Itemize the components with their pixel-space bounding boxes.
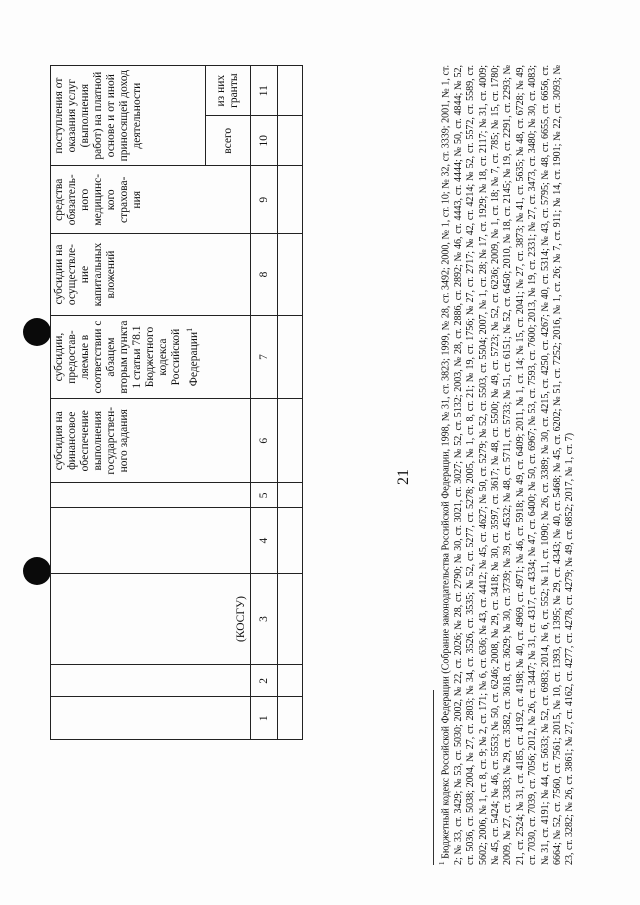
column-number: 9: [251, 166, 278, 234]
table-blank-row: [278, 66, 303, 740]
column-number: 5: [251, 483, 278, 508]
header-col-10: всего: [206, 116, 251, 166]
header-col-6: субсидия на финансовое обеспечение выполнения государствен-ного задания: [51, 399, 251, 483]
rotated-content: [50, 64, 576, 865]
header-col-4: [51, 508, 251, 573]
blank-cell: [278, 665, 303, 697]
header-col-8: субсидии на осуществле-ние капитальных вложений: [51, 234, 251, 316]
blank-cell: [278, 573, 303, 664]
column-number: 1: [251, 697, 278, 740]
blank-cell: [278, 166, 303, 234]
header-col-5: [51, 483, 251, 508]
header-col-7-text: субсидии, предостав-ляемые в соответствии с абзацем вторым пункта 1 статьи 78.1 Бюджетного кодекса Российской Федерации: [53, 320, 200, 394]
column-number: 6: [251, 399, 278, 483]
table-header-row: [51, 66, 206, 740]
header-col-2: [51, 665, 251, 697]
footnote-separator: [433, 690, 434, 865]
blank-cell: [278, 315, 303, 398]
header-col-9: средства обязатель-ного медицинс-кого страхова-ния: [51, 166, 251, 234]
column-number: 4: [251, 508, 278, 573]
column-number: 2: [251, 665, 278, 697]
punch-hole-bottom: [23, 557, 51, 585]
blank-cell: [278, 116, 303, 166]
blank-cell: [278, 399, 303, 483]
budget-table: [50, 65, 303, 740]
header-col-7: [51, 315, 251, 398]
footnote-ref: 1: [185, 327, 194, 332]
column-number: 7: [251, 315, 278, 398]
blank-cell: [278, 697, 303, 740]
header-kosgu: (КОСГУ): [51, 573, 251, 664]
footnote-text: Бюджетный кодекс Российской Федерации (Собрание законодательства Российской Федерации, 1998, № 31, ст. 3823; 1999, № 28, ст. 3492; 2000, № 1, ст. 10; № 32, ст. 3339; 2001, № 1, ст. 2; № 33, ст. 3429; № 53, ст. 5030; 2002, № 22, ст. 2026; № 28, ст. 2790; № 30, ст. 3021, ст. 3027; № 52, ст. 5132; 2003, № 28, ст. 2886, ст. 2892; № 46, ст. 4443, ст. 4444; № 50, ст. 4844; № 52, ст. 5036, ст. 5038; 2004, № 27, ст. 2803; № 34, ст. 3526, ст. 3535; № 52, ст. 5277, ст. 5278; 2005, № 1, ст. 8, ст. 21; № 19, ст. 1756; № 27, ст. 2717; № 42, ст. 4214; № 52, ст. 5572, ст. 5589, ст. 5602; 2006, № 1, ст. 8, ст. 9; № 2, ст. 171; № 6, ст. 636; № 43, ст. 4412; № 45, ст. 4627; № 50, ст. 5279; № 52, ст. 5503, ст. 5504; 2007, № 1, ст. 28; № 17, ст. 1929; № 18, ст. 2117; № 31, ст. 4009; № 45, ст. 5424; № 46, ст. 5553; № 50, ст. 6246; 2008, № 29, ст. 3418; № 30, ст. 3597, ст. 3617; № 48, ст. 5500; № 49, ст. 5723; № 52, ст. 6236; 2009, № 1, ст. 18; № 7, ст. 785; № 15, ст. 1780; 2009, № 27, ст. 3383; № 29, ст. 3582, ст. 3618, ст. 3629; № 30, ст. 3739; № 39, ст. 4532; № 48, ст. 5711, ст. 5733; № 51, ст. 6151; № 52, ст. 6450; 2010, № 18, ст. 2145; № 19, ст. 2291, ст. 2293; № 21, ст. 2524; № 31, ст. 4185, ст. 4192, ст. 4198; № 40, ст. 4969, ст. 4971; № 46, ст. 5918; № 49, ст. 6409; 2011, № 1, ст. 14; № 15, ст. 2041; № 27, ст. 3873; № 41, ст. 5635; № 48, ст. 6728; № 49, ст. 7030, ст. 7039, ст. 7056; 2012, № 26, ст. 3447; № 31, ст. 4317, ст. 4334; № 47, ст. 6400; № 50, ст. 6967; № 53, ст. 7593, ст. 7600; 2013, № 19, ст. 2331; № 27, ст. 3473, ст. 3480; № 30, ст. 4083; № 31, ст. 4191; № 44, ст. 5633; № 52, ст. 6983; 2014, № 6, ст. 552; № 11, ст. 1090; № 26, ст. 3389; № 30, ст. 4215, ст. 4250, ст. 4267; № 40, ст. 5314; № 43, ст. 5795; № 48, ст. 6655, ст. 6656, ст. 6664; № 52, ст. 7560, ст. 7561; 2015, № 10, ст. 1393, ст. 1395; № 29, ст. 4343; № 40, ст. 5468; № 45, ст. 6202; № 51, ст. 7252; 2016, № 1, ст. 26; № 7, ст. 911; № 14, ст. 1901; № 22, ст. 3093; № 23, ст. 3282; № 26, ст. 3861; № 27, ст. 4162, ст. 4277, ст. 4278, ст. 4279; № 49, ст. 6852; 2017, № 1, ст. 7): [440, 64, 576, 865]
blank-cell: [278, 66, 303, 116]
column-number: 11: [251, 66, 278, 116]
column-number: 8: [251, 234, 278, 316]
column-number: 10: [251, 116, 278, 166]
column-number-row: [251, 66, 278, 740]
footnote: [436, 65, 577, 865]
header-col-10-11: поступления от оказания услуг (выполнения работ) на платной основе и от иной приносящей доход деятельности: [51, 66, 206, 166]
header-col-1: [51, 697, 251, 740]
header-col-11: из них гранты: [206, 66, 251, 116]
page-number: 21: [395, 469, 412, 485]
blank-cell: [278, 234, 303, 316]
column-number: 3: [251, 573, 278, 664]
punch-hole-top: [23, 318, 51, 346]
footnote-mark: 1: [438, 861, 446, 865]
blank-cell: [278, 508, 303, 573]
blank-cell: [278, 483, 303, 508]
